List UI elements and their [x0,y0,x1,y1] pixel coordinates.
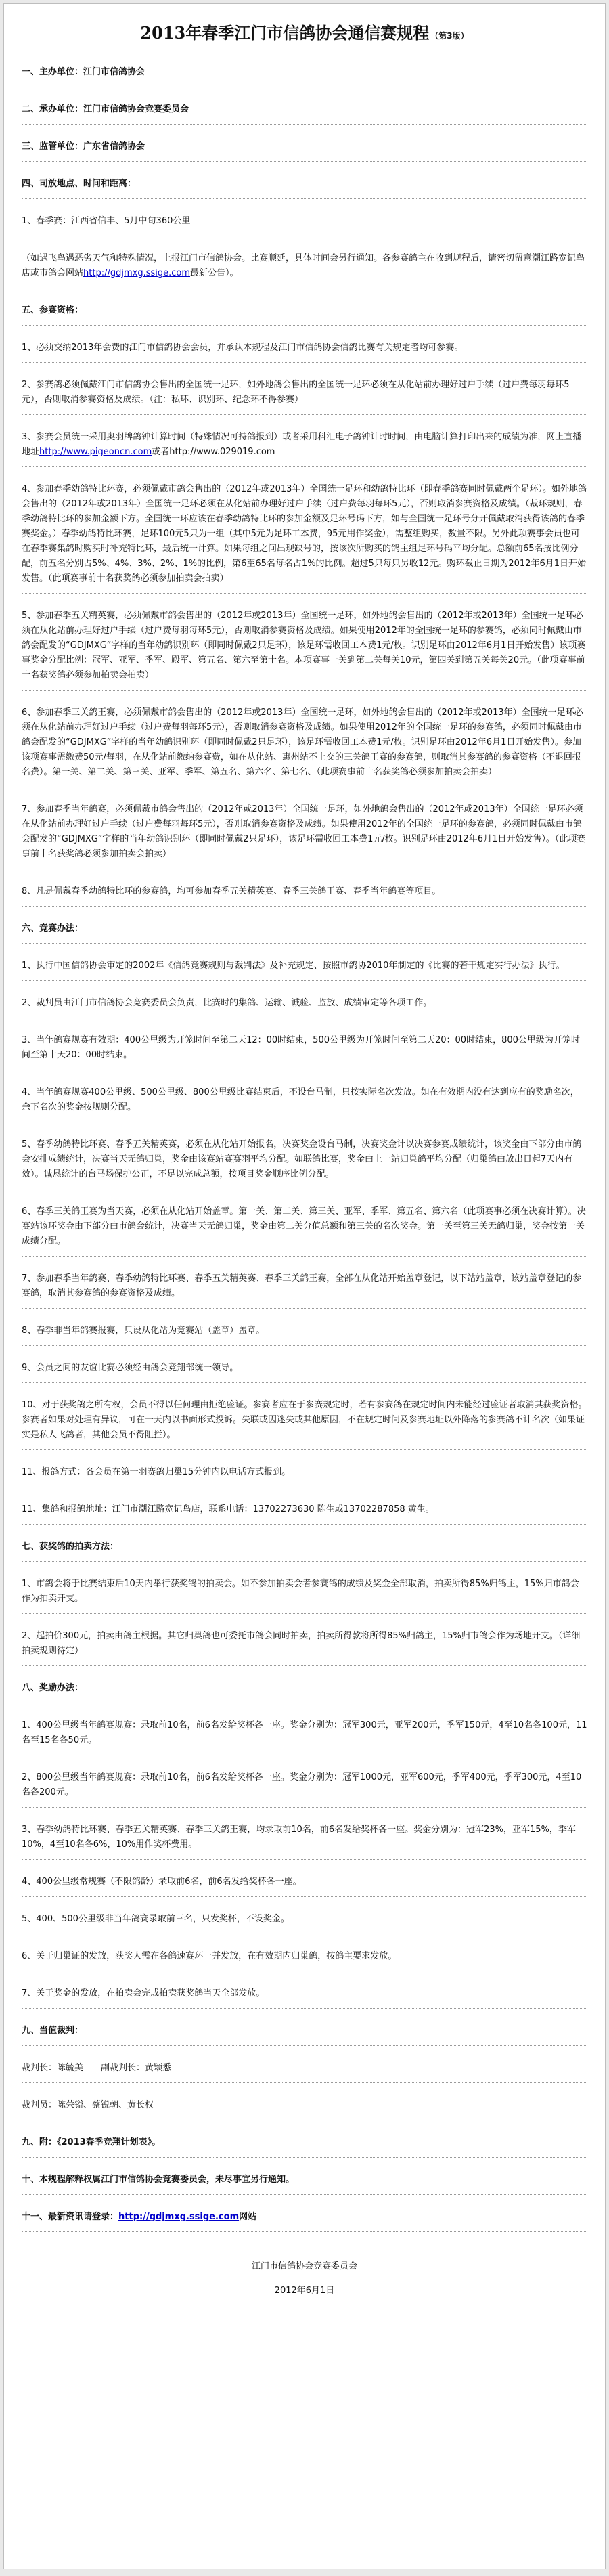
clause-paragraph [22,335,587,363]
section-heading [22,97,587,125]
clause-paragraph [22,1765,587,1808]
clause-paragraph [22,1318,587,1346]
paragraph-text: 6、春季三关鸽王赛为当天赛，必须在从化站开始盖章。第一关、第二关、第三关、亚军、季军、第五名、第六名（此项赛事必须在决赛计算）。决赛站该环奖金由下部分由市鸽会统计，决赛当天无鸽归巢，奖金由第二关分值总额和第三关的名次奖金。第一关至第三关无鸽归巢，奖金按第一关成绩分配。 [22,1206,586,1246]
paragraph-text: 10、对于获奖鸽之所有权，会员不得以任何理由拒绝验证。参赛者应在于参赛规定时，若有参赛鸽在规定时间内未能经过验证者取消其获奖资格。参赛者如果对处理有异议，可在一天内以书面形式投诉。失联或因迷失或其他原因，不在规定时间及参赛地址以外降落的参赛鸽不计名次（如果证实是私人飞鸽者，其他会员不得阻拦）。 [22,1400,587,1440]
title-version-note: （第3版） [430,31,469,41]
clause-paragraph [22,1817,587,1860]
note-paragraph [22,2093,587,2120]
clause-paragraph [22,1266,587,1309]
document-page [3,3,606,2569]
paragraph-text: 裁判长：陈毓美 副裁判长：黄颖悉 [22,2063,172,2073]
paragraph-text: 6、关于归巢证的发放，获奖人需在各鸽速赛环一并发放，在有效期内归巢鸽，按鸽主要求发放。 [22,1951,397,1961]
section-heading [22,298,587,326]
paragraph-text: 裁判员：陈荣镒、蔡锐朝、黄长权 [22,2100,154,2110]
clause-paragraph [22,1132,587,1189]
paragraph-text: 1、400公里级当年鸽赛规赛：录取前10名，前6名发给奖杯各一座。奖金分别为：冠军300元，亚军200元，季军150元，4至10名各100元，11名至15名各50元。 [22,1720,587,1745]
clause-paragraph [22,1944,587,1971]
paragraph-text: 六、竞赛办法： [22,923,84,934]
clause-paragraph [22,372,587,415]
paragraph-text: 十一、最新资讯请登录： [22,2212,119,2222]
clause-paragraph [22,424,587,467]
paragraph-text: 五、参赛资格： [22,305,84,315]
section-heading [22,2018,587,2046]
clause-paragraph [22,1080,587,1122]
section-heading [22,2167,587,2195]
clause-paragraph [22,1869,587,1897]
clause-paragraph [22,1981,587,2009]
clause-paragraph [22,1355,587,1383]
paragraph-text: 四、司放地点、时间和距离： [22,179,137,189]
footer-org: 江门市信鸽协会竞赛委员会 [251,2261,357,2271]
title-row [22,22,587,45]
section-heading [22,171,587,199]
clause-paragraph [22,1497,587,1525]
section-heading [22,2130,587,2158]
paragraph-text: 十、本规程解释权属江门市信鸽协会竞赛委员会，未尽事宜另行通知。 [22,2175,295,2185]
clause-paragraph [22,1571,587,1614]
clause-paragraph [22,700,587,787]
clause-paragraph [22,990,587,1018]
clause-paragraph [22,1460,587,1487]
section-heading [22,134,587,162]
paragraph-text: 6、参加春季三关鸽王赛，必须佩戴市鸽会售出的（2012年或2013年）全国统一足环，如外地鸽会售出的（2012年或2013年）全国统一足环必须在从化站前办理好过户手续（过户费每羽每环5元），否则取消参赛资格及成绩。如果使用2012年的全国统一足环的参赛鸽，必须同时佩戴由市鸽会配发的“GDJMXG”字样的当年幼鸽识别环（即同时佩戴2只足环），该足环需收回工本费1元/枚。识别足环由2012年6月1日开始发售）。参加该项赛事需缴费50元/每羽，在从化站前缴纳参赛费，如在从化站、惠州站不上交的三关鸽王赛的参赛鸽，则取消其参赛鸽的参赛资格（不退回报名费）。第一关、第二关、第三关、亚军、季军、第五名、第六名、第七名、（此项赛事前十名获奖鸽必须参加拍卖会拍卖） [22,707,583,777]
paragraph-text: 1、春季赛：江西省信丰、5月中旬360公里 [22,216,191,226]
clause-paragraph [22,477,587,594]
clause-paragraph [22,879,587,907]
clause-paragraph [22,1713,587,1755]
paragraph-text: 8、春季非当年鸽赛报赛，只设从化站为竞赛站（盖章）盖章。 [22,1326,265,1336]
paragraph-text: 4、参加春季幼鸽特比环赛，必须佩戴市鸽会售出的（2012年或2013年）全国统一足环和幼鸽特比环（即春季鸽赛同时佩戴两个足环）。如外地鸽会售出的（2012年或2013年）全国统一足环必须在从化站前办理好过户手续（过户费每羽每环5元），否则取消参赛资格及成绩。（裁环规则，春季幼鸽特比环的参加金额下方。全国统一环应该在春季幼鸽特比环的参加金额及足环号码下方，如与全国统一足环号分开佩戴取消获得该鸽的春季赛奖金。）春季幼鸽特比环赛，足环100元5只为一组（其中5元为足环工本费，95元用作奖金），需整组购买，数量不限。另外此项赛事会员也可在春季赛集鸽时购买时补充特比环，最后统一计算。如果每组之间出现缺号的，按该次所购买的鸽主组足环号码平均分配。总额前65名按比例分配，前五名分别占5%、4%、3%、2%、1%的比例，第6至65名每名占1%的比例。超过5只每只另收12元。购环截止日期为2012年6月1日开始发售。（此项赛事前十名获奖鸽必须参加拍卖会拍卖） [22,484,587,584]
clause-paragraph [22,797,587,869]
paragraph-text: 三、监管单位：广东省信鸽协会 [22,141,145,152]
clause-paragraph [22,209,587,236]
section-heading [22,60,587,87]
paragraph-text: 七、获奖鸽的拍卖方法： [22,1542,119,1552]
clause-paragraph [22,1199,587,1257]
paragraph-text: 11、集鸽和报鸽地址：江门市潮江路宽记鸟店，联系电话：13702273630 陈生或13702287858 黄生。 [22,1504,434,1514]
paragraph-text: 2、起拍价300元，拍卖由鸽主根据。其它归巢鸽也可委托市鸽会同时拍卖，拍卖所得款将所得85%归鸽主，15%归市鸽会作为场地开支。（详细拍卖规则待定） [22,1631,581,1656]
paragraph-text: 4、400公里级常规赛（不限鸽龄）录取前6名，前6名发给奖杯各一座。 [22,1877,302,1887]
clause-paragraph [22,1393,587,1450]
paragraph-tail: 或者http://www.029019.com [152,447,275,457]
note-paragraph [22,2055,587,2083]
website-link[interactable]: http://gdjmxg.ssige.com [83,268,191,278]
section-heading [22,916,587,944]
paragraph-text: 九、当值裁判： [22,2026,84,2036]
paragraph-text: 5、春季幼鸽特比环赛、春季五关精英赛，必须在从化站开始报名，决赛奖金设台马制，决赛奖金计以决赛参赛成绩统计，该奖金由下部分由市鸽会安排成绩统计，决赛当天无鸽归巢，奖金由该赛站赛赛羽平均分配。如联鸽比赛，奖金由上一站归巢鸽平均分配（归巢鸽由放出日起7天内有效）。诚恳统计的台马场保护公正，不足以完成总额，按项目奖金顺序比例分配。 [22,1139,582,1179]
page-title: 2013年春季江门市信鸽协会通信赛规程 [140,23,430,43]
section-heading [22,2204,587,2232]
note-paragraph [22,246,587,288]
paragraph-text: 5、参加春季五关精英赛，必须佩戴市鸽会售出的（2012年或2013年）全国统一足环，如外地鸽会售出的（2012年或2013年）全国统一足环必须在从化站前办理好过户手续（过户费每羽每环5元），否则取消参赛资格及成绩。如果使用2012年的全国统一足环的参赛鸽，必须同时佩戴由市鸽会配发的“GDJMXG”字样的当年幼鸽识别环（即同时佩戴2只足环），该足环需收回工本费1元/枚。识别足环由2012年6月1日开始发售）该项赛事奖金分配比例：冠军、亚军、季军、殿军、第五名、第六至第十名。本项赛事一关到第二关每关10元，第四关到第五关每关20元。（此项赛事前十名获奖鸽必须参加拍卖会拍卖） [22,611,586,680]
paragraph-text: 2、裁判员由江门市信鸽协会竞赛委员会负责，比赛时的集鸽、运输、诚验、监放、成绩审定等各项工作。 [22,998,432,1008]
section-heading [22,1676,587,1703]
paragraph-text: 一、主办单位：江门市信鸽协会 [22,67,145,77]
paragraph-text: 3、参赛会员统一采用奥羽牌鸽钟计算时间（特殊情况可持鸽报到）或者采用科汇电子鸽钟计时时间，由电脑计算打印出来的成绩为准，网上直播地址 [22,432,582,457]
paragraph-text: 9、会员之间的友谊比赛必须经由鸽会竞翔部统一领导。 [22,1363,239,1373]
clause-paragraph [22,1906,587,1934]
footer [22,2259,587,2298]
clause-paragraph [22,1623,587,1666]
paragraph-tail: 最新公告）。 [190,268,239,278]
paragraph-text: 3、春季幼鸽特比环赛、春季五关精英赛、春季三关鸽王赛，均录取前10名，前6名发给奖杯各一座。奖金分别为：冠军23%，亚军15%，季军10%，4至10名各6%，10%用作奖杯费用。 [22,1825,576,1850]
paragraph-text: 1、市鸽会将于比赛结束后10天内举行获奖鸽的拍卖会。如不参加拍卖会者参赛鸽的成绩及奖金全部取消，拍卖所得85%归鸽主，15%归市鸽会作为拍卖开支。 [22,1579,579,1604]
footer-date: 2012年6月1日 [274,2286,335,2296]
paragraph-text: 7、参加春季当年鸽赛，必须佩戴市鸽会售出的（2012年或2013年）全国统一足环，如外地鸽会售出的（2012年或2013年）全国统一足环必须在从化站前办理好过户手续（过户费每羽每环5元），否则取消参赛资格及成绩。如果使用2012年的全国统一足环的参赛鸽，必须同时佩戴由市鸽会配发的“GDJMXG”字样的当年幼鸽识别环（即同时佩戴2只足环），该足环需收回工本费1元/枚。识别足环由2012年6月1日开始发售）。（此项赛事前十名获奖鸽必须参加拍卖会拍卖） [22,804,586,859]
paragraph-text: 2、参赛鸽必须佩戴江门市信鸽协会售出的全国统一足环，如外地鸽会售出的全国统一足环必须在从化站前办理好过户手续（过户费每羽每环5元），否则取消参赛资格及成绩。（注：私环、识别环、纪念环不得参赛） [22,380,570,405]
paragraph-text: 7、参加春季当年鸽赛、春季幼鸽特比环赛、春季五关精英赛、春季三关鸽王赛，全部在从化站开始盖章登记，以下站站盖章，该站盖章登记的参赛鸽，取消其参赛鸽的参赛资格及成绩。 [22,1273,582,1298]
paragraph-text: 11、报鸽方式：各会员在第一羽赛鸽归巢15分钟内以电话方式报到。 [22,1467,291,1477]
paragraph-text: 八、奖励办法： [22,1683,84,1693]
clause-paragraph [22,953,587,981]
clause-paragraph [22,1028,587,1070]
paragraph-text: 8、凡是佩戴春季幼鸽特比环的参赛鸽，均可参加春季五关精英赛、春季三关鸽王赛、春季当年鸽赛等项目。 [22,886,441,896]
paragraph-text: 7、关于奖金的发放，在拍卖会完成拍卖获奖鸽当天全部发放。 [22,1988,265,1999]
paragraph-text: 1、必须交纳2013年会费的江门市信鸽协会会员，并承认本规程及江门市信鸽协会信鸽比赛有关规定者均可参赛。 [22,343,464,353]
paragraph-text: 九、附：《2013春季竞翔计划表》。 [22,2137,161,2147]
paragraph-text: （如遇飞鸟遇恶劣天气和特殊情况，上报江门市信鸽协会。比赛顺延，具体时间会另行通知。各参赛鸽主在收到规程后，请密切留意潮江路宽记鸟店或市鸽会网站 [22,253,585,278]
paragraph-text: 3、当年鸽赛规赛有效期：400公里级为开笼时间至第二天12：00时结束，500公里级为开笼时间至第二天20：00时结束，800公里级为开笼时间至第十天20：00时结束。 [22,1035,580,1060]
paragraph-text: 二、承办单位：江门市信鸽协会竞赛委员会 [22,104,189,114]
document-body [22,60,587,2232]
paragraph-text: 2、800公里级当年鸽赛规赛：录取前10名，前6名发给奖杯各一座。奖金分别为：冠军1000元，亚军600元，季军400元，季军300元，4至10名各200元。 [22,1772,582,1797]
paragraph-tail: 网站 [239,2212,257,2222]
website-link[interactable]: http://www.pigeoncn.com [39,447,152,457]
paragraph-text: 5、400、500公里级非当年鸽赛录取前三名，只发奖杯，不设奖金。 [22,1914,290,1924]
paragraph-text: 4、当年鸽赛规赛400公里级、500公里级、800公里级比赛结束后，不设台马制，只按实际名次发放。如在有效期内没有达到应有的奖励名次，余下名次的奖金按规则分配。 [22,1087,579,1112]
clause-paragraph [22,603,587,691]
website-link[interactable]: http://gdjmxg.ssige.com [118,2212,240,2222]
paragraph-text: 1、执行中国信鸽协会审定的2002年《信鸽竞赛规则与裁判法》及补充规定、按照市鸽协2010年制定的《比赛的若干规定实行办法》执行。 [22,961,565,971]
section-heading [22,1534,587,1562]
